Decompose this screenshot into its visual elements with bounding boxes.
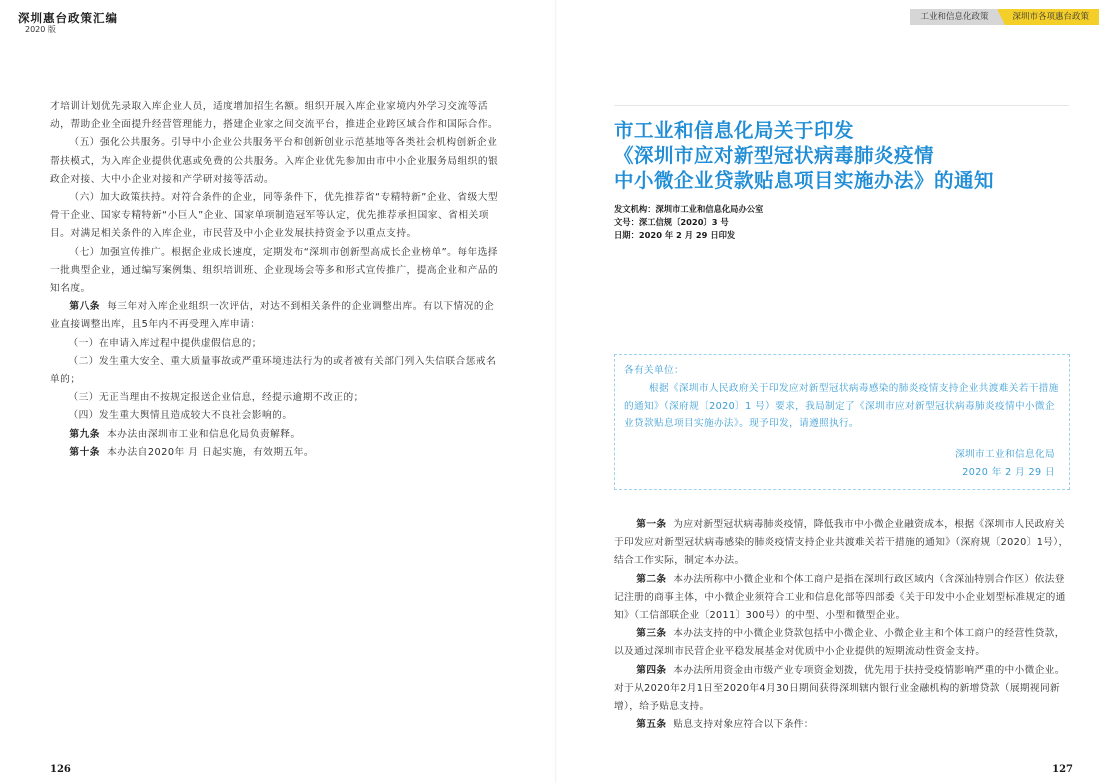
article-label: 第五条 — [636, 719, 667, 731]
page-number-left: 126 — [50, 764, 71, 775]
issue-date: 日期：2020 年 2 月 29 日印发 — [614, 230, 736, 240]
article-label: 第四条 — [636, 664, 667, 676]
article-label: 第一条 — [636, 519, 667, 530]
tab-industry-policy: 工业和信息化政策 — [910, 9, 998, 25]
article-label: 第八条 — [69, 301, 100, 313]
issuing-agency: 发文机构：深圳市工业和信息化局办公室 — [614, 204, 764, 214]
document-title — [614, 118, 1084, 193]
title-line-2: 《深圳市应对新型冠状病毒肺炎疫情 — [614, 144, 935, 167]
article-4: 第四条 本办法所用资金由市级产业专项资金划拨，优先用于扶持受疫情影响严重的中小微企业。对于从2020年2月1日至2020年4月30日期间获得深圳辖内银行业金融机构的新增贷款（展期视同新增），给予贴息支持。 — [614, 664, 1065, 713]
article-2: 第二条 本办法所称中小微企业和个体工商户是指在深圳行政区域内（含深汕特别合作区）依法登记注册的商事主体，中小微企业须符合工业和信息化部等四部委《关于印发中小企业划型标准规定的通知》（工信部联企业〔2011〕300号）的中型、小型和微型企业。 — [614, 573, 1066, 622]
article-label: 第二条 — [636, 573, 667, 585]
right-page — [556, 0, 1113, 783]
left-body-text — [50, 98, 503, 462]
title-divider — [614, 105, 1069, 106]
article-10: 第十条 本办法自2020年 月 日起实施，有效期五年。 — [69, 446, 315, 458]
tab-shenzhen-policies: 深圳市各项惠台政策 — [998, 9, 1099, 25]
article-label: 第三条 — [636, 628, 667, 640]
paragraph-continued: 才培训计划优先录取入库企业人员，适度增加招生名额。组织开展入库企业家境内外学习交流等活动，帮助企业全面提升经营管理能力，搭建企业家之间交流平台，推进企业跨区域合作和国际合作。 — [50, 101, 499, 131]
edition-label: 2020 版 — [25, 25, 56, 34]
left-page — [0, 0, 556, 783]
article-5: 第五条 贴息支持对象应符合以下条件： — [636, 719, 814, 731]
paragraph-7: （七）加强宣传推广。根据企业成长速度，定期发布“深圳市创新型高成长企业榜单”。每年选择一批典型企业，通过编写案例集、组织培训班、企业现场会等多和形式宣传推广，提高企业和产品的知名度。 — [50, 246, 499, 295]
title-line-3: 中小微企业贷款贴息项目实施办法》的通知 — [614, 169, 995, 192]
article-8: 第八条 每三年对入库企业组织一次评估，对达不到相关条件的企业调整出库。有以下情况的企业直接调整出库，且5年内不再受理入库申请： — [50, 301, 495, 331]
article-8-item-4: （四）发生重大舆情且造成较大不良社会影响的。 — [68, 410, 293, 422]
article-1: 第一条 为应对新型冠状病毒肺炎疫情，降低我市中小微企业融资成本，根据《深圳市人民政府关于印发应对新型冠状病毒感染的肺炎疫情支持企业共渡难关若干措施的通知》（深府规〔2020〕1号），结合工作实际，制定本办法。 — [614, 519, 1069, 567]
paragraph-5: （五）强化公共服务。引导中小企业公共服务平台和创新创业示范基地等各类社会机构创新企业帮扶模式，为入库企业提供优惠或免费的公共服务。入库企业优先参加由市中小企业服务局组织的银政企对接、大中小企业对接和产学研对接等活动。 — [50, 137, 499, 185]
section-tabs — [910, 9, 1099, 25]
document-meta — [614, 203, 763, 242]
book-title: 深圳惠台政策汇编 — [18, 11, 118, 25]
article-label: 第九条 — [69, 428, 100, 440]
notice-text: 根据《深圳市人民政府关于印发应对新型冠状病毒感染的肺炎疫情支持企业共渡难关若干措施的通知》（深府规〔2020〕1 号）要求，我局制定了《深圳市应对新型冠状病毒肺炎疫情中小微企业贷款贴息项目实施办法》。现予印发，请遵照执行。 — [624, 382, 1059, 430]
notice-date: 2020 年 2 月 29 日 — [962, 466, 1055, 478]
notice-salutation: 各有关单位： — [624, 365, 684, 376]
right-body-text — [614, 516, 1071, 734]
title-line-1: 市工业和信息化局关于印发 — [614, 119, 855, 142]
article-label: 第十条 — [69, 446, 100, 458]
article-8-item-3: （三）无正当理由不按规定报送企业信息，经提示逾期不改正的； — [68, 392, 364, 404]
article-8-item-1: （一）在申请入库过程中提供虚假信息的； — [68, 337, 262, 349]
article-3: 第三条 本办法支持的中小微企业贷款包括中小微企业、小微企业主和个体工商户的经营性贷款，以及通过深圳市民营企业平稳发展基金对优质中小企业提供的短期流动性资金支持。 — [614, 628, 1065, 658]
article-9: 第九条 本办法由深圳市工业和信息化局负责解释。 — [69, 428, 301, 440]
article-8-item-2: （二）发生重大安全、重大质量事故或严重环境违法行为的或者被有关部门列入失信联合惩戒名单的； — [50, 355, 497, 386]
paragraph-6: （六）加大政策扶持。对符合条件的企业，同等条件下，优先推荐省“专精特新”企业、省级大型骨干企业、国家专精特新“小巨人”企业、国家单项制造冠军等认定，优先推荐承担国家、省相关项目。对满足相关条件的入库企业，市民营及中小企业发展扶持资金予以重点支持。 — [50, 192, 499, 240]
document-number: 文号：深工信规〔2020〕3 号 — [614, 217, 729, 227]
notice-signature: 深圳市工业和信息化局 — [955, 449, 1055, 461]
page-number-right: 127 — [1052, 764, 1073, 775]
notice-box — [614, 354, 1070, 490]
